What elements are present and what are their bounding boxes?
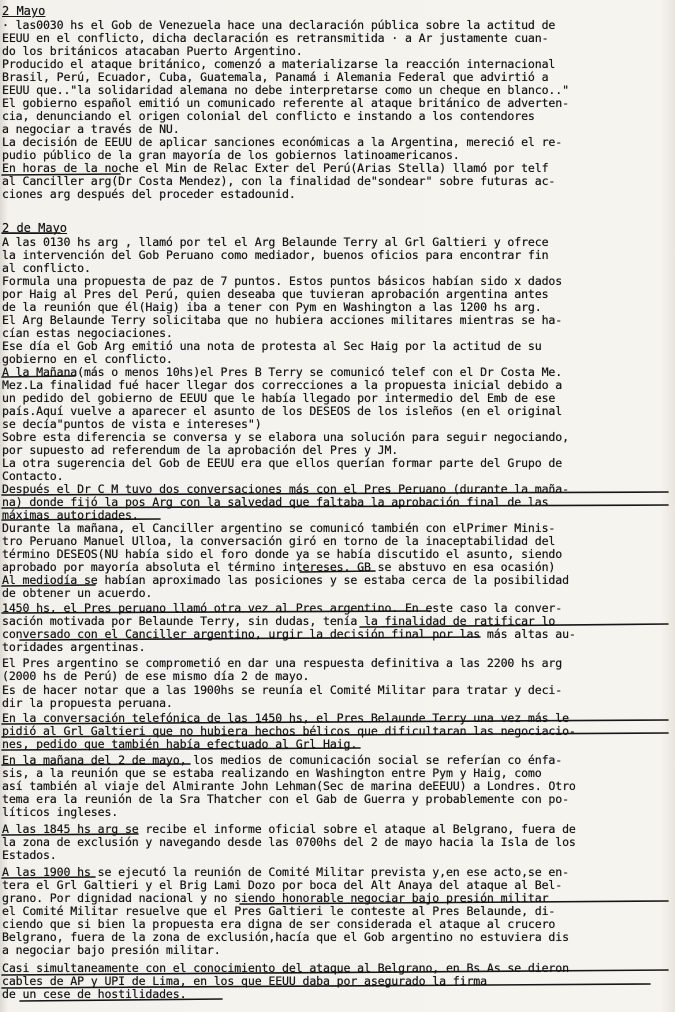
text-line: En la mañana del 2 de mayo, los medios de comunicación social se referían co énfa- xyxy=(2,754,563,767)
text-line: a negociar a través de NU. xyxy=(2,123,180,136)
underline-mark xyxy=(2,970,668,975)
text-line: pidió al Grl Galtieri que no hubiera hechos bélicos que dificultaran las negociacio- xyxy=(2,725,576,738)
text-line: El Pres argentino se comprometió en dar una respuesta definitiva a las 2200 hs arg xyxy=(2,657,563,670)
underline-mark xyxy=(2,519,160,520)
text-line: pudio público de la gran mayoría de los gobiernos latinoamericanos. xyxy=(2,149,460,162)
text-line: toridades argentinas. xyxy=(2,641,146,654)
text-line: de un cese de hostilidades. xyxy=(2,988,187,1001)
underline-mark xyxy=(240,901,668,904)
text-line: Sobre esta diferencia se conversa y se elabora una solución para seguir negociando, xyxy=(2,431,569,444)
text-line: la intervención del Gob Peruano como mediador, buenos oficios para encontrar fin xyxy=(2,249,549,262)
underline-mark xyxy=(2,877,95,878)
text-line: cia, denunciando el origen colonial del conflicto e instando a los contendores xyxy=(2,110,535,123)
text-line: de obtener un acuerdo. xyxy=(2,587,153,600)
underline-mark xyxy=(20,999,222,1001)
text-line: A las 1900 hs se ejecutó la reunión de Comité Militar prevista y,en ese acto,se en- xyxy=(2,866,569,879)
text-line: Producido el ataque británico, comenzó a materializarse la reacción internacional xyxy=(2,58,556,71)
section-heading: 2 Mayo xyxy=(2,4,46,18)
text-line: na) donde fijó la pos Arg con la salvedad que faltaba la aprobación final de las xyxy=(2,496,549,509)
text-line: Al mediodía se habían aproximado las posiciones y se estaba cerca de la posibilidad xyxy=(2,574,569,587)
text-line: cables de AP y UPI de Lima, en los que EEUU daba por asegurado la firma xyxy=(2,975,487,988)
text-line: Casi simultaneamente con el conocimiento del ataque al Belgrano, en Bs As se dieron xyxy=(2,962,569,975)
underline-mark xyxy=(360,624,668,627)
text-line: EEUU que.."la solidaridad alemana no debe interpretarse como un cheque en blanco.." xyxy=(2,84,569,97)
text-line: aprobado por mayoría absoluta el término intereses. GB se abstuvo en esa ocasión) xyxy=(2,561,556,574)
text-line: EEUU en el conflicto, dicha declaración es retransmitida · a Ar justamente cuan- xyxy=(2,32,549,45)
text-line: grano. Por dignidad nacional y no siendo honorable negociar bajo presión militar xyxy=(2,892,549,905)
text-line: de la reunión que él(Haig) iba a tener con Pym en Washington a las 1200 hs arg. xyxy=(2,301,542,314)
text-line: conversado con el Canciller argentino, urgir la decisión final por las más altas au- xyxy=(2,628,576,641)
text-line: un pedido del gobierno de EEUU que le había llegado por intermedio del Emb de ese xyxy=(2,392,556,405)
text-line: Después el Dr C M tuvo dos conversaciones más con el Pres Peruano (durante la maña- xyxy=(2,483,569,496)
underline-mark xyxy=(20,637,480,640)
text-line: al Canciller arg(Dr Costa Mendez), con la finalidad de"sondear" sobre futuras ac- xyxy=(2,175,556,188)
text-line: tro Peruano Manuel Ulloa, la conversación giró en torno de la inaceptabilidad del xyxy=(2,535,556,548)
text-line: cían estas negociaciones. xyxy=(2,327,173,340)
text-line: gobierno en el conflicto. xyxy=(2,353,173,366)
text-line: líticos ingleses. xyxy=(2,806,119,819)
text-line: nes, pedido que también había efectuado al Grl Haig. xyxy=(2,738,358,751)
text-line: Contacto. xyxy=(2,470,64,483)
text-line: país.Aquí vuelve a aparecer el asunto de los DESEOS de los isleños (en el original xyxy=(2,405,563,418)
underline-mark xyxy=(2,720,668,724)
text-line: · las0030 hs el Gob de Venezuela hace una declaración pública sobre la actitud de xyxy=(2,19,556,32)
text-line: dir la propuesta peruana. xyxy=(2,697,173,710)
text-line: A la Mañana(más o menos 10hs)el Pres B Terry se comunicó telef con el Dr Costa Me. xyxy=(2,366,563,379)
text-line: por Haig al Pres del Perú, quien deseaba que tuvieran aprobación argentina antes xyxy=(2,288,549,301)
text-line: a negociar bajo presión militar. xyxy=(2,944,221,957)
underline-mark xyxy=(2,984,650,988)
underline-mark xyxy=(2,733,668,737)
text-line: Formula una propuesta de paz de 7 puntos. Estos puntos básicos habían sido x dados xyxy=(2,275,563,288)
underline-mark xyxy=(2,748,360,750)
underline-mark xyxy=(2,585,95,586)
text-line: ciendo que si bien la propuesta era digna de ser considerada el ataque al crucero xyxy=(2,918,556,931)
text-line: se decía"puntos de vista e intereses") xyxy=(2,418,262,431)
text-line: sis, a la reunión que se estaba realizando en Washington entre Pym y Haig, como xyxy=(2,767,542,780)
text-line: Durante la mañana, el Canciller argentino se comunicó también con elPrimer Minis- xyxy=(2,522,556,535)
text-line: así también al viaje del Almirante John Lehman(Sec de marina deEEUU) a Londres. Otro xyxy=(2,780,576,793)
text-line: La decisión de EEUU de aplicar sanciones económicas a la Argentina, mereció el re- xyxy=(2,136,563,149)
text-line: Estados. xyxy=(2,849,57,862)
underline-mark xyxy=(2,505,668,508)
underline-mark xyxy=(2,376,75,377)
text-line: sación motivada por Belaunde Terry, sin dudas, tenía la finalidad de ratificar lo xyxy=(2,615,556,628)
underline-mark xyxy=(300,571,375,572)
text-line: (2000 hs de Perú) de ese mismo día 2 de mayo. xyxy=(2,670,310,683)
text-line: El Arg Belaunde Terry solicitaba que no hubiera acciones militares mientras se ha- xyxy=(2,314,563,327)
underline-mark xyxy=(2,174,120,175)
underline-mark xyxy=(2,834,138,835)
text-line: Belgrano, fuera de la zona de exclusión,hacía que el Gob argentino no estuviera dis xyxy=(2,931,569,944)
text-line: 1450 hs, el Pres peruano llamó otra vez al Pres argentino. En este caso la conver- xyxy=(2,602,563,615)
text-line: máximas autoridades. xyxy=(2,509,139,522)
text-line: Es de hacer notar que a las 1900hs se reunía el Comité Militar para tratar y deci- xyxy=(2,684,563,697)
text-line: A las 0130 hs arg , llamó por tel el Arg Belaunde Terry al Grl Galtieri y ofrece xyxy=(2,236,549,249)
underline-mark xyxy=(2,611,430,613)
text-line: do los británicos atacaban Puerto Argentino. xyxy=(2,45,303,58)
text-line: El gobierno español emitió un comunicado referente al ataque británico de adverten- xyxy=(2,97,569,110)
underline-mark xyxy=(2,492,668,495)
text-line: la zona de exclusión y navegando desde las 0700hs del 2 de mayo hacia la Isla de los xyxy=(2,836,576,849)
text-line: término DESEOS(NU había sido el foro donde ya se había discutido el asunto, siendo xyxy=(2,548,563,561)
text-line: Brasil, Perú, Ecuador, Cuba, Guatemala, Panamá i Alemania Federal que advirtió a xyxy=(2,71,549,84)
text-line: La otra sugerencia del Gob de EEUU era que ellos querían formar parte del Grupo de xyxy=(2,457,563,470)
text-line: ciones arg después del proceder estadounid. xyxy=(2,188,296,201)
text-line: el Comité Militar resuelve que el Pres Galtieri le conteste al Pres Belaunde, di- xyxy=(2,905,556,918)
text-line: por supuesto ad referendum de la aprobación del Pres y JM. xyxy=(2,444,399,457)
text-line: Mez.La finalidad fué hacer llegar dos correcciones a la propuesta inicial debido a xyxy=(2,379,563,392)
text-line: tera el Grl Galtieri y el Brig Lami Dozo por boca del Alt Anaya del ataque al Bel- xyxy=(2,879,563,892)
text-line: En horas de la noche el Min de Relac Exter del Perú(Arias Stella) llamó por telf xyxy=(2,162,549,175)
text-line: En la conversación telefónica de las 1450 hs, el Pres Belaunde Terry una vez más le xyxy=(2,712,569,725)
text-line: tema era la reunión de la Sra Thatcher con el Gab de Guerra y probablemente con po- xyxy=(2,793,569,806)
text-line: Ese día el Gob Arg emitió una nota de protesta al Sec Haig por la actitud de su xyxy=(2,340,542,353)
text-line: A las 1845 hs arg se recibe el informe oficial sobre el ataque al Belgrano, fuera de xyxy=(2,823,576,836)
section-heading: 2 de Mayo xyxy=(2,221,68,235)
underline-mark xyxy=(2,764,190,765)
text-line: al conflicto. xyxy=(2,262,91,275)
